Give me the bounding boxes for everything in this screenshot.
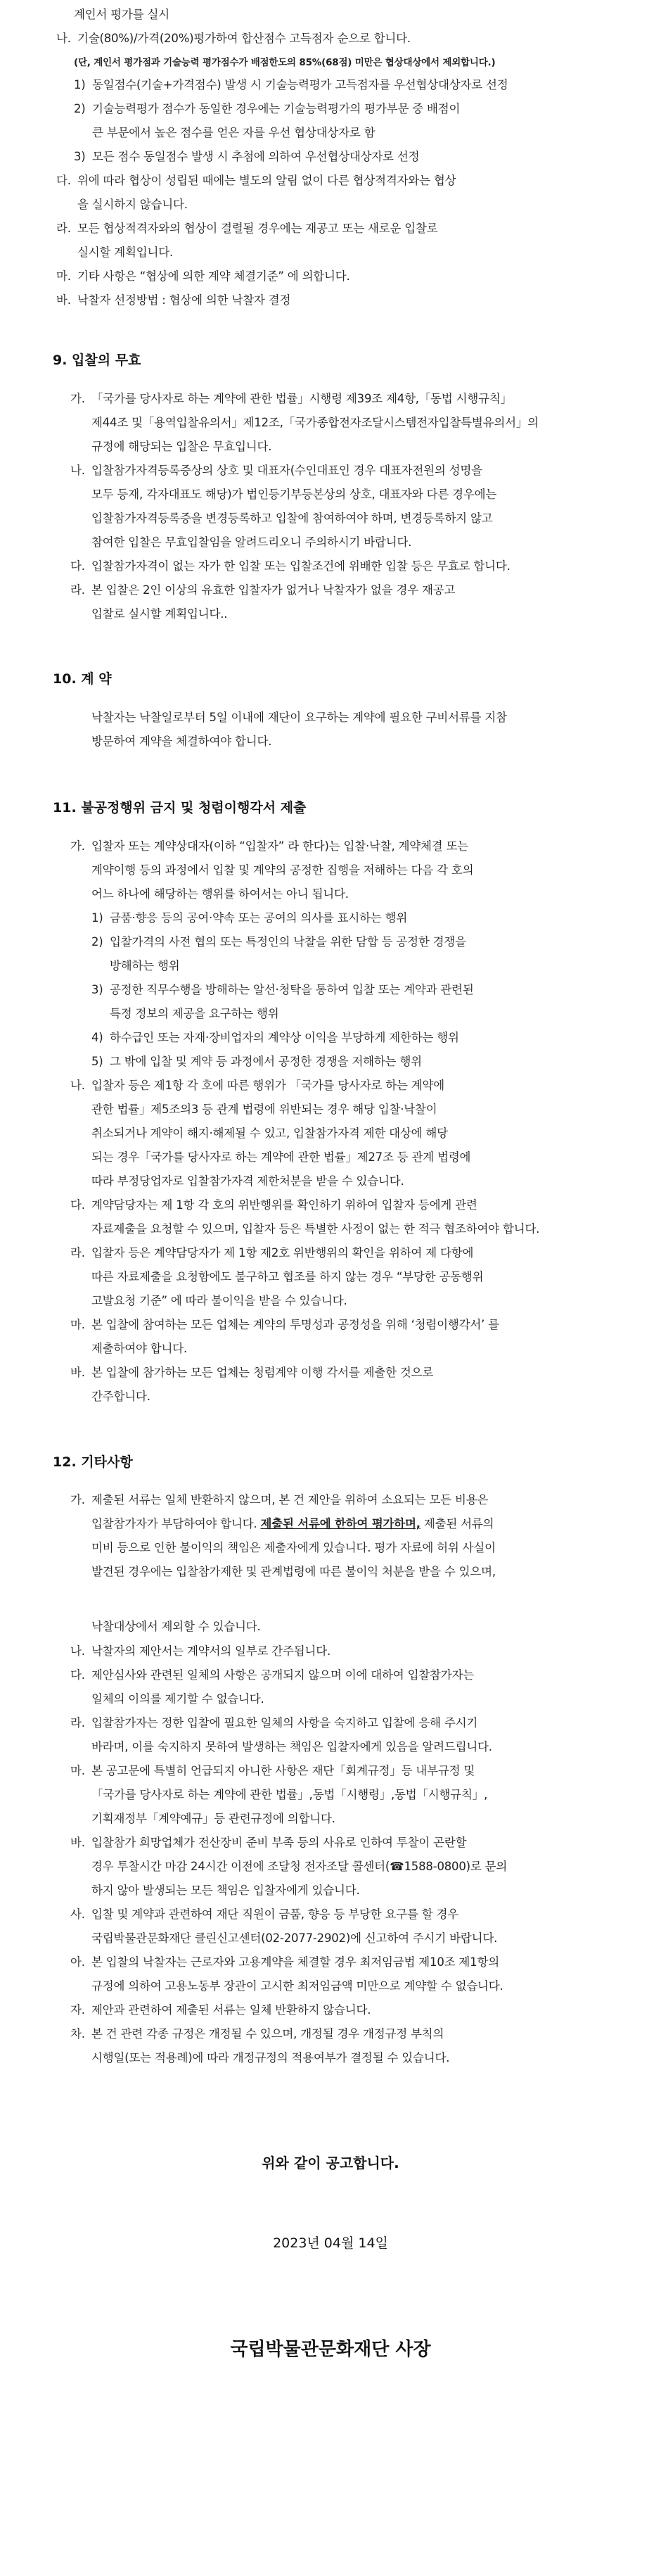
subitem-marker: 2) xyxy=(91,935,103,948)
item-line: 낙찰자 선정방법 : 협상에 의한 낙찰자 결정 xyxy=(77,293,291,307)
item-line: 모두 등재, 각자대표도 해당)가 법인등기부등본상의 상호, 대표자와 다른 경우에는 xyxy=(91,488,497,501)
item-s12-ba xyxy=(70,1831,633,1903)
item-s11-ga xyxy=(70,835,633,906)
item-line: 참여한 입찰은 무효입찰임을 알려드리오니 주의하시기 바랍니다. xyxy=(91,535,412,549)
item-line: 본 입찰의 낙찰자는 근로자와 고용계약을 체결할 경우 최저임금법 제10조 제1항의 xyxy=(91,1955,499,1969)
intro-line-text: 계인서 평가를 실시 xyxy=(74,8,170,21)
item-line: 실시할 계획입니다. xyxy=(77,246,174,259)
item-line: 제출된 서류는 일체 반환하지 않으며, 본 건 제안을 위하여 소요되는 모든 비용은 xyxy=(91,1493,489,1506)
item-s9-da xyxy=(70,554,633,578)
item-marker: 나. xyxy=(70,464,85,477)
subitem-s11-5 xyxy=(91,1050,640,1074)
item-line: 「국가를 당사자로 하는 계약에 관한 법률」시행령 제39조 제4항,「동법 시행규칙」 xyxy=(91,392,512,405)
item-line: 본 입찰은 2인 이상의 유효한 입찰자가 없거나 낙찰자가 없을 경우 재공고 xyxy=(91,583,456,597)
subitem-top-1 xyxy=(74,73,636,97)
subitem-line: 방해하는 행위 xyxy=(110,959,180,972)
item-line: 관한 법률」제5조의3 등 관계 법령에 위반되는 경우 해당 입찰‧낙찰이 xyxy=(91,1103,437,1116)
subitem-line: 하수급인 또는 자재‧장비업자의 계약상 이익을 부당하게 제한하는 행위 xyxy=(110,1031,459,1044)
item-marker: 사. xyxy=(70,1908,85,1921)
subitem-s11-2 xyxy=(91,930,640,978)
item-line: 규정에 해당되는 입찰은 무효입니다. xyxy=(91,440,272,453)
item-marker: 마. xyxy=(70,1318,85,1331)
item-line: 경우 투찰시간 마감 24시간 이전에 조달청 전자조달 콜센터(☎1588-0800)로 문의 xyxy=(91,1860,508,1873)
subitem-marker: 1) xyxy=(91,911,103,925)
subitem-s11-1 xyxy=(91,906,640,930)
item-marker: 가. xyxy=(70,839,85,853)
item-marker: 자. xyxy=(70,2003,85,2017)
item-s12-sa xyxy=(70,1903,633,1950)
item-line: 본 건 관련 각종 규정은 개정될 수 있으며, 개정될 경우 개정규정 부칙의 xyxy=(91,2027,444,2041)
subitem-top-2 xyxy=(74,97,636,145)
subitem-line: 특정 정보의 제공을 요구하는 행위 xyxy=(110,1007,279,1020)
item-line-mixed xyxy=(91,1512,633,1536)
item-marker: 마. xyxy=(70,1764,85,1777)
item-marker: 나. xyxy=(70,1644,85,1658)
item-line: 모든 협상적격자와의 협상이 결렬될 경우에는 재공고 또는 새로운 입찰로 xyxy=(77,222,438,235)
item-line: 규정에 의하여 고용노동부 장관이 고시한 최저임금액 미만으로 계약할 수 없습니다. xyxy=(91,1979,503,1993)
item-marker: 나. xyxy=(70,1079,85,1092)
subitem-line: 큰 부문에서 높은 점수를 얻은 자를 우선 협상대상자로 함 xyxy=(92,126,376,139)
item-marker: 바. xyxy=(70,1836,85,1849)
item-line: 제44조 및「용역입찰유의서」제12조,「국가종합전자조달시스템전자입찰특별유의서」의 xyxy=(91,416,539,429)
item-s12-ga-continuation xyxy=(91,1615,640,1639)
item-line: 제안과 관련하여 제출된 서류는 일체 반환하지 않습니다. xyxy=(91,2003,371,2017)
item-line: 계약이행 등의 과정에서 입찰 및 계약의 공정한 집행을 저해하는 다음 각 호의 xyxy=(91,863,474,877)
item-line: 자료제출을 요청할 수 있으며, 입찰자 등은 특별한 사정이 없는 한 적극 협조하여야 합니다. xyxy=(91,1222,540,1236)
item-line: 간주합니다. xyxy=(91,1390,150,1403)
item-line: 본 입찰에 참여하는 모든 업체는 계약의 투명성과 공정성을 위해 ‘청렴이행각서’ 를 xyxy=(91,1318,499,1331)
item-line: 계약담당자는 제 1항 각 호의 위반행위를 확인하기 위하여 입찰자 등에게 관련 xyxy=(91,1198,477,1212)
item-line: 입찰 및 계약과 관련하여 재단 직원이 금품, 향응 등 부당한 요구를 할 경우 xyxy=(91,1908,459,1921)
evaluation-note xyxy=(74,51,650,75)
item-marker: 라. xyxy=(70,1716,85,1730)
item-line: 일체의 이의를 제기할 수 없습니다. xyxy=(91,1692,264,1706)
item-marker: 바. xyxy=(70,1366,85,1379)
item-line: 발견된 경우에는 입찰참가제한 및 관계법령에 따른 불이익 처분을 받을 수 있으며, xyxy=(91,1565,496,1578)
subitem-line: 모든 점수 동일점수 발생 시 추첨에 의하여 우선협상대상자로 선정 xyxy=(92,150,420,163)
item-line: 하지 않아 발생되는 모든 책임은 입찰자에게 있습니다. xyxy=(91,1884,360,1897)
intro-line xyxy=(74,3,636,27)
item-s12-ga xyxy=(70,1488,633,1584)
item-marker: 바. xyxy=(56,293,71,307)
item-s11-ra xyxy=(70,1241,633,1313)
closing-notice: 위와 같이 공고합니다. xyxy=(262,2155,399,2171)
item-marker: 다. xyxy=(70,559,85,573)
item-line: 입찰자 또는 계약상대자(이하 “입찰자” 라 한다)는 입찰‧낙찰, 계약체결 또는 xyxy=(91,839,469,853)
item-marker: 다. xyxy=(70,1198,85,1212)
item-line: 입찰참가자격등록증상의 상호 및 대표자(수인대표인 경우 대표자전원의 성명을 xyxy=(91,464,482,477)
subitem-marker: 2) xyxy=(74,102,86,115)
item-line: 따른 자료제출을 요청함에도 불구하고 협조를 하지 않는 경우 “부당한 공동행위 xyxy=(91,1270,484,1283)
item-line: 제출하여야 합니다. xyxy=(91,1342,188,1355)
item-s9-ra xyxy=(70,578,633,626)
issuer-title: 국립박물관문화재단 사장 xyxy=(230,2339,431,2360)
item-top-da xyxy=(56,169,633,217)
item-line: 미비 등으로 인한 불이익의 책임은 제출자에게 있습니다. 평가 자료에 허위 사실이 xyxy=(91,1541,496,1554)
item-line: 기획재정부「계약예규」등 관련규정에 의합니다. xyxy=(91,1812,335,1825)
item-line: 어느 하나에 해당하는 행위를 하여서는 아니 됩니다. xyxy=(91,887,349,901)
subitem-line: 입찰가격의 사전 협의 또는 특정인의 낙찰을 위한 담합 등 공정한 경쟁을 xyxy=(110,935,466,948)
item-top-ra xyxy=(56,217,633,265)
announcement-date: 2023년 04월 14일 xyxy=(273,2235,388,2251)
subitem-s11-3 xyxy=(91,978,640,1026)
body-line: 낙찰자는 낙찰일로부터 5일 이내에 재단이 요구하는 계약에 필요한 구비서류를 지참 xyxy=(91,711,507,724)
item-s12-na xyxy=(70,1639,633,1663)
item-marker: 마. xyxy=(56,269,71,283)
subitem-line: 그 밖에 입찰 및 계약 등 과정에서 공정한 경쟁을 저해하는 행위 xyxy=(110,1055,422,1068)
section-12-title: 12. 기타사항 xyxy=(53,1454,133,1470)
item-line: 기타 사항은 “협상에 의한 계약 체결기준” 에 의합니다. xyxy=(77,269,350,283)
section-9-title: 9. 입찰의 무효 xyxy=(53,353,141,368)
item-top-na xyxy=(56,27,633,51)
item-line: 입찰참가자격이 없는 자가 한 입찰 또는 입찰조건에 위배한 입찰 등은 무효로 합니다. xyxy=(91,559,511,573)
item-line: 입찰로 실시할 계획입니다.. xyxy=(91,607,228,621)
item-marker: 다. xyxy=(56,174,71,187)
item-line: 입찰참가 희망업체가 전산장비 준비 부족 등의 사유로 인하여 투찰이 곤란할 xyxy=(91,1836,467,1849)
subitem-line: 기술능력평가 점수가 동일한 경우에는 기술능력평가의 평가부문 중 배점이 xyxy=(92,102,461,115)
item-marker: 라. xyxy=(70,583,85,597)
subitem-marker: 5) xyxy=(91,1055,103,1068)
subitem-marker: 4) xyxy=(91,1031,103,1044)
item-line: 바라며, 이를 숙지하지 못하여 발생하는 책임은 입찰자에게 있음을 알려드립니다. xyxy=(91,1740,492,1753)
item-marker: 아. xyxy=(70,1955,85,1969)
item-line: 되는 경우「국가를 당사자로 하는 계약에 관한 법률」제27조 등 관계 법령에 xyxy=(91,1150,471,1164)
emphasis-text: 제출된 서류에 한하여 평가하며, xyxy=(260,1517,421,1530)
evaluation-note-text: (단, 계인서 평가점과 기술능력 평가점수가 배점한도의 85%(68점) 미만은 협상대상에서 제외합니다.) xyxy=(74,57,496,68)
item-line-part: 입찰참가자가 부담하여야 합니다. xyxy=(91,1517,261,1530)
item-text: 기술(80%)/가격(20%)평가하여 합산점수 고득점자 순으로 합니다. xyxy=(77,32,411,45)
item-line: 본 입찰에 참가하는 모든 업체는 청렴계약 이행 각서를 제출한 것으로 xyxy=(91,1366,434,1379)
item-marker: 나. xyxy=(56,32,71,45)
subitem-line: 동일점수(기술+가격점수) 발생 시 기술능력평가 고득점자를 우선협상대상자로 선정 xyxy=(92,78,508,91)
item-s9-ga xyxy=(70,387,633,459)
item-marker: 가. xyxy=(70,392,85,405)
subitem-line: 공정한 직무수행을 방해하는 알선‧청탁을 통하여 입찰 또는 계약과 관련된 xyxy=(110,983,474,996)
item-marker: 라. xyxy=(56,222,71,235)
item-line: 고발요청 기준” 에 따라 불이익을 받을 수 있습니다. xyxy=(91,1294,347,1307)
item-marker: 라. xyxy=(70,1246,85,1260)
item-line: 「국가를 당사자로 하는 계약에 관한 법률」,동법「시행령」,동법「시행규칙」, xyxy=(91,1788,488,1801)
item-top-ba xyxy=(56,288,633,312)
item-marker: 다. xyxy=(70,1668,85,1682)
item-line: 제안심사와 관련된 일체의 사항은 공개되지 않으며 이에 대하여 입찰참가자는 xyxy=(91,1668,475,1682)
subitem-marker: 3) xyxy=(74,150,86,163)
item-line: 입찰자 등은 계약담당자가 제 1항 제2호 위반행위의 확인을 위하여 제 다항에 xyxy=(91,1246,474,1260)
subitem-line: 금품‧향응 등의 공여‧약속 또는 공여의 의사를 표시하는 행위 xyxy=(110,911,408,925)
subitem-marker: 1) xyxy=(74,78,86,91)
item-s11-da xyxy=(70,1193,633,1241)
section-10-body xyxy=(91,706,640,754)
body-line: 방문하여 계약을 체결하여야 합니다. xyxy=(91,735,272,748)
item-line: 시행일(또는 적용례)에 따라 개정규정의 적용여부가 결정될 수 있습니다. xyxy=(91,2051,450,2064)
item-marker: 가. xyxy=(70,1493,85,1506)
item-line: 을 실시하지 않습니다. xyxy=(77,198,188,211)
section-10-title: 10. 계 약 xyxy=(53,671,112,687)
item-line: 위에 따라 협상이 성립된 때에는 별도의 알림 없이 다른 협상적격자와는 협상 xyxy=(77,174,456,187)
item-line: 취소되거나 계약이 해지‧해제될 수 있고, 입찰참가자격 제한 대상에 해당 xyxy=(91,1127,448,1140)
item-line: 낙찰자의 제안서는 계약서의 일부로 간주됩니다. xyxy=(91,1644,331,1658)
item-s12-ja xyxy=(70,1998,633,2022)
item-line-part: 제출된 서류의 xyxy=(420,1517,494,1530)
item-s12-ma xyxy=(70,1759,633,1831)
item-s12-cha xyxy=(70,2022,633,2070)
item-marker: 차. xyxy=(70,2027,85,2041)
item-line: 입찰참가자격등록증을 변경등록하고 입찰에 참여하여야 하며, 변경등록하지 않고 xyxy=(91,512,493,525)
item-line: 본 공고문에 특별히 언급되지 아니한 사항은 재단「회계규정」등 내부규정 및 xyxy=(91,1764,475,1777)
item-line: 국립박물관문화재단 클린신고센터(02-2077-2902)에 신고하여 주시기 바랍니다. xyxy=(91,1931,498,1945)
subitem-top-3 xyxy=(74,145,636,169)
item-s11-ma xyxy=(70,1313,633,1361)
subitem-s11-4 xyxy=(91,1026,640,1050)
item-line: 따라 부정당업자로 입찰참가자격 제한처분을 받을 수 있습니다. xyxy=(91,1174,404,1188)
item-s12-da xyxy=(70,1663,633,1711)
item-line: 입찰참가자는 정한 입찰에 필요한 일체의 사항을 숙지하고 입찰에 응해 주시기 xyxy=(91,1716,478,1730)
item-line: 낙찰대상에서 제외할 수 있습니다. xyxy=(91,1620,261,1633)
subitem-marker: 3) xyxy=(91,983,103,996)
item-top-ma xyxy=(56,265,633,288)
section-11-title: 11. 불공정행위 금지 및 청렴이행각서 제출 xyxy=(53,800,307,816)
item-line: 입찰자 등은 제1항 각 호에 따른 행위가 「국가를 당사자로 하는 계약에 xyxy=(91,1079,444,1092)
item-s12-a xyxy=(70,1950,633,1998)
item-s12-ra xyxy=(70,1711,633,1759)
item-s11-na xyxy=(70,1074,633,1193)
item-s9-na xyxy=(70,459,633,554)
item-s11-ba xyxy=(70,1361,633,1409)
